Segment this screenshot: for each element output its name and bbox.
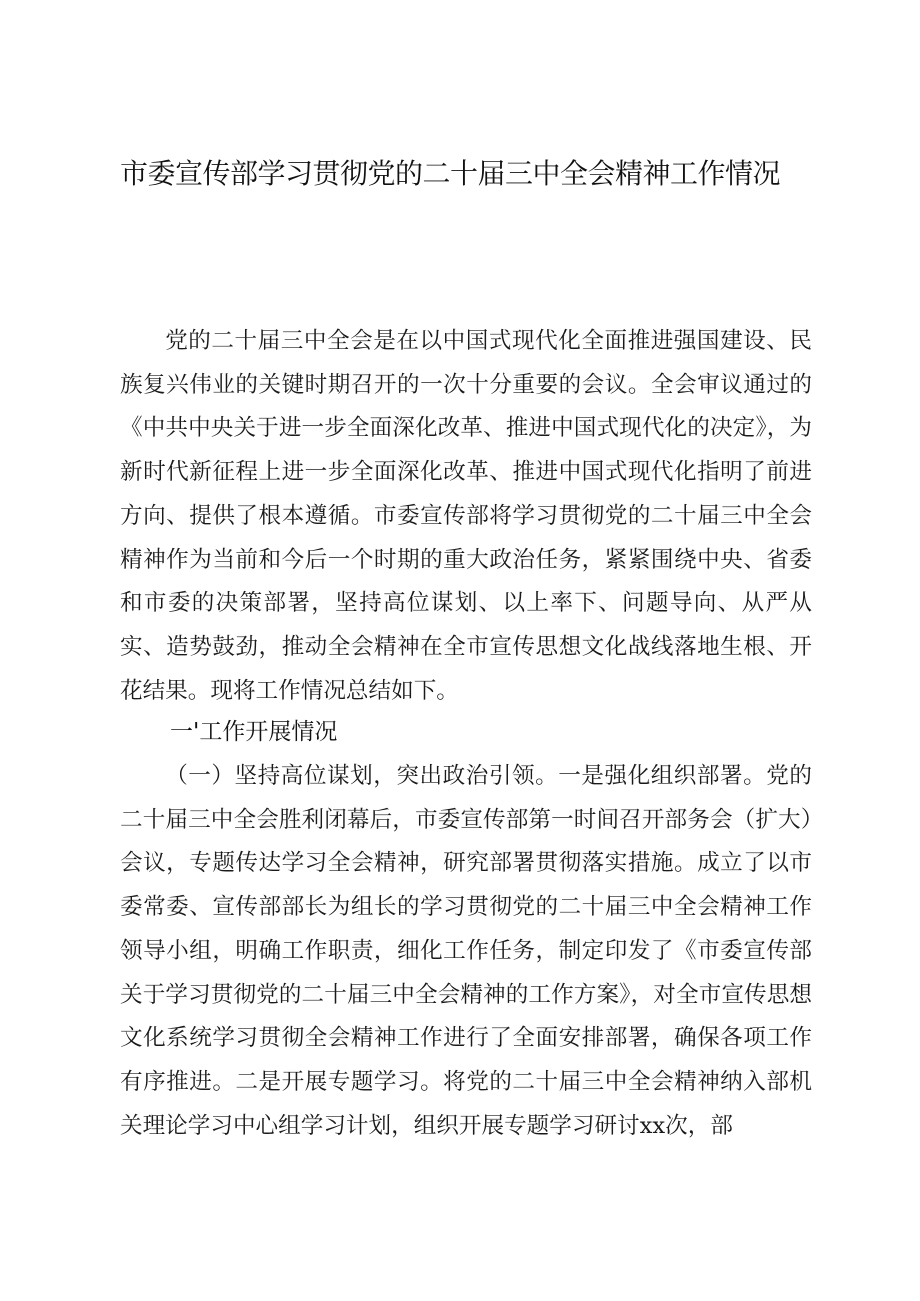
section-heading: 一'工作开展情况 [170, 719, 338, 745]
document-title: 市委宣传部学习贯彻党的二十届三中全会精神工作情况 [120, 157, 781, 190]
section-paragraph: （一）坚持高位谋划，突出政治引领。一是强化组织部署。党的二十届三中全会胜利闭幕后，市委宣传部第一时间召开部务会（扩大）会议，专题传达学习全会精神，研究部署贯彻落实措施。成立了以市委常委、宣传部部长为组长的学习贯彻党的二十届三中全会精神工作领导小组，明确工作职责，细化工作任务，制定印发了《市委宣传部关于学习贯彻党的二十届三中全会精神的工作方案》，对全市宣传思想文化系统学习贯彻全会精神工作进行了全面安排部署，确保各项工作有序推进。二是开展专题学习。将党的二十届三中全会精神纳入部机关理论学习中心组学习计划，组织开展专题学习研讨xx次，部 [120, 763, 812, 1139]
intro-paragraph: 党的二十届三中全会是在以中国式现代化全面推进强国建设、民族复兴伟业的关键时期召开的一次十分重要的会议。全会审议通过的《中共中央关于进一步全面深化改革、推进中国式现代化的决定》，为新时代新征程上进一步全面深化改革、推进中国式现代化指明了前进方向、提供了根本遵循。市委宣传部将学习贯彻党的二十届三中全会精神作为当前和今后一个时期的重大政治任务，紧紧围绕中央、省委和市委的决策部署，坚持高位谋划、以上率下、问题导向、从严从实、造势鼓劲，推动全会精神在全市宣传思想文化战线落地生根、开花结果。现将工作情况总结如下。 [120, 328, 812, 704]
